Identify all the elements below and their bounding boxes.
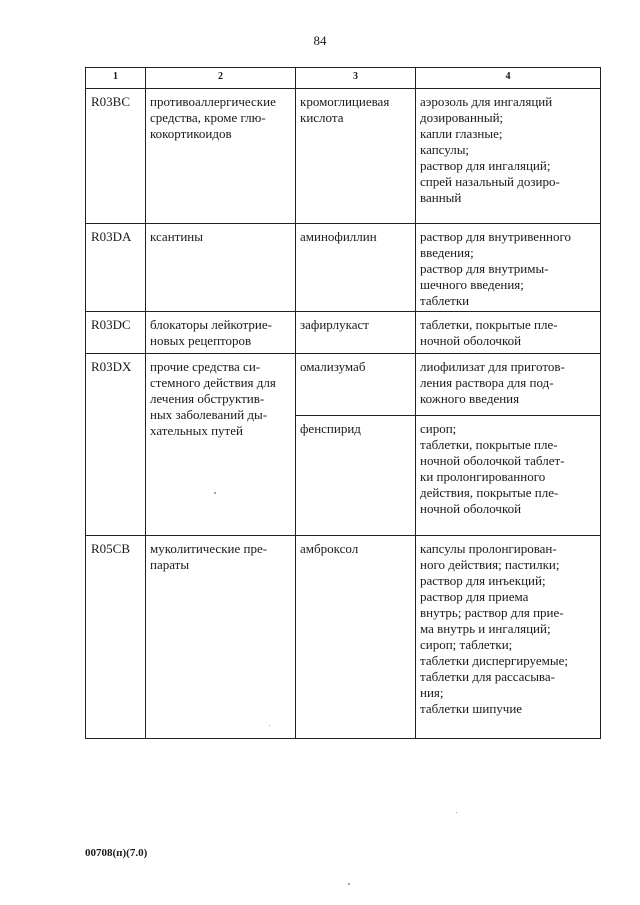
cell-text-line: спрей назальный дозиро- (420, 174, 560, 189)
cell-text-line: кислота (300, 110, 344, 125)
scan-speck (456, 812, 457, 813)
cell-text-line: кромоглициевая (300, 94, 390, 109)
drug-name-cell (296, 312, 416, 354)
atc-code-cell: R03BC (86, 89, 146, 224)
pharmacological-group-cell (146, 89, 296, 224)
atc-code-cell: R03DC (86, 312, 146, 354)
header-row (86, 68, 601, 89)
pharmacological-group-cell (146, 536, 296, 739)
cell-text-line: муколитические пре- (150, 541, 268, 556)
cell-text-line: омализумаб (300, 359, 366, 374)
cell-text-line: ных заболеваний ды- (150, 407, 268, 422)
cell-text-line: ночной оболочкой (420, 501, 522, 516)
cell-text-line: таблетки диспергируемые; (420, 653, 568, 668)
pharmacological-group-cell (146, 354, 296, 536)
cell-text-line: таблетки, покрытые пле- (420, 317, 558, 332)
column-header-3: 3 (296, 68, 416, 89)
table-row (86, 536, 601, 739)
table-row (86, 354, 601, 416)
cell-text-line: аэрозоль для ингаляций (420, 94, 553, 109)
drug-name-cell (296, 224, 416, 312)
cell-text-line: введения; (420, 245, 474, 260)
cell-text-line: кожного введения (420, 391, 520, 406)
dosage-forms-cell (416, 224, 601, 312)
cell-text-line: зафирлукаст (300, 317, 369, 332)
cell-text-line: раствор для приема (420, 589, 529, 604)
drug-name-cell (296, 416, 416, 536)
dosage-forms-cell (416, 354, 601, 416)
cell-text-line: ма внутрь и ингаляций; (420, 621, 551, 636)
cell-text-line: прочие средства си- (150, 359, 261, 374)
cell-text-line: аминофиллин (300, 229, 377, 244)
drug-table (85, 67, 601, 739)
cell-text-line: шечного введения; (420, 277, 524, 292)
cell-text-line: капли глазные; (420, 126, 503, 141)
column-header-1: 1 (86, 68, 146, 89)
pharmacological-group-cell (146, 312, 296, 354)
document-code: 00708(п)(7.0) (85, 847, 148, 859)
cell-text-line: стемного действия для (150, 375, 276, 390)
cell-text-line: дозированный; (420, 110, 504, 125)
cell-text-line: ния; (420, 685, 444, 700)
cell-text-line: хательных путей (150, 423, 243, 438)
table-row (86, 224, 601, 312)
drug-name-cell (296, 89, 416, 224)
cell-text-line: лечения обструктив- (150, 391, 265, 406)
cell-text-line: таблетки для рассасыва- (420, 669, 556, 684)
cell-text-line: ванный (420, 190, 462, 205)
cell-text-line: раствор для внутримы- (420, 261, 549, 276)
column-header-4: 4 (416, 68, 601, 89)
cell-text-line: средства, кроме глю- (150, 110, 266, 125)
cell-text-line: таблетки (420, 293, 470, 308)
cell-text-line: сироп; (420, 421, 457, 436)
drug-name-cell (296, 354, 416, 416)
cell-text-line: таблетки, покрытые пле- (420, 437, 558, 452)
cell-text-line: параты (150, 557, 190, 572)
cell-text-line: лиофилизат для приготов- (420, 359, 565, 374)
atc-code-cell: R03DA (86, 224, 146, 312)
atc-code-cell: R03DX (86, 354, 146, 536)
cell-text-line: раствор для инъекций; (420, 573, 546, 588)
cell-text-line: ночной оболочкой таблет- (420, 453, 565, 468)
dosage-forms-cell (416, 536, 601, 739)
cell-text-line: внутрь; раствор для прие- (420, 605, 564, 620)
scan-speck (214, 492, 216, 494)
cell-text-line: раствор для внутривенного (420, 229, 571, 244)
atc-code-cell: R05CB (86, 536, 146, 739)
cell-text-line: новых рецепторов (150, 333, 252, 348)
cell-text-line: ления раствора для под- (420, 375, 554, 390)
page-number: 84 (313, 33, 327, 48)
cell-text-line: ночной оболочкой (420, 333, 522, 348)
cell-text-line: противоаллергические (150, 94, 276, 109)
scan-speck (269, 725, 270, 726)
cell-text-line: ксантины (150, 229, 203, 244)
cell-text-line: капсулы пролонгирован- (420, 541, 557, 556)
column-header-2: 2 (146, 68, 296, 89)
scan-speck (348, 883, 350, 885)
cell-text-line: ного действия; пастилки; (420, 557, 560, 572)
dosage-forms-cell (416, 89, 601, 224)
cell-text-line: сироп; таблетки; (420, 637, 513, 652)
cell-text-line: амброксол (300, 541, 359, 556)
table-body (86, 89, 601, 739)
cell-text-line: раствор для ингаляций; (420, 158, 551, 173)
drug-name-cell (296, 536, 416, 739)
cell-text-line: действия, покрытые пле- (420, 485, 559, 500)
dosage-forms-cell (416, 312, 601, 354)
table-row (86, 312, 601, 354)
cell-text-line: блокаторы лейкотрие- (150, 317, 272, 332)
cell-text-line: таблетки шипучие (420, 701, 523, 716)
dosage-forms-cell (416, 416, 601, 536)
pharmacological-group-cell (146, 224, 296, 312)
cell-text-line: капсулы; (420, 142, 470, 157)
cell-text-line: ки пролонгированного (420, 469, 546, 484)
cell-text-line: фенспирид (300, 421, 361, 436)
table-row (86, 89, 601, 224)
cell-text-line: кокортикоидов (150, 126, 232, 141)
